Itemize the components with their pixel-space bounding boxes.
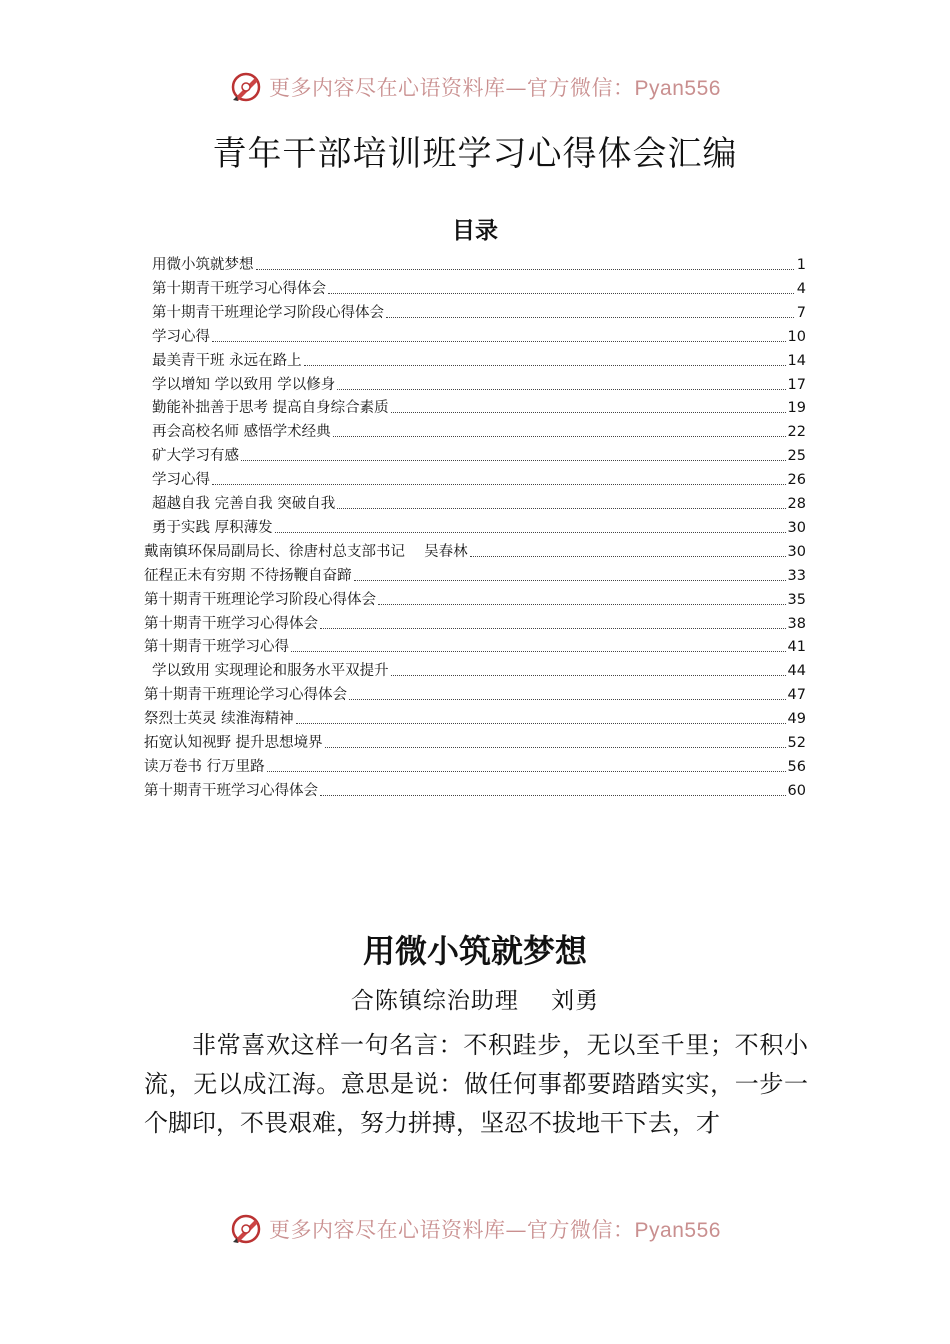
toc-leader-dots — [291, 651, 786, 652]
toc-entry-title: 祭烈士英灵 续淮海精神 — [144, 711, 294, 728]
toc-entry-title: 第十期青干班理论学习阶段心得体会 — [144, 591, 376, 608]
watermark-top — [0, 70, 950, 104]
toc-entry-page: 28 — [787, 496, 806, 512]
toc-leader-dots — [212, 341, 786, 342]
toc-leader-dots — [267, 771, 786, 772]
watermark-bottom — [0, 1212, 950, 1246]
toc-entry[interactable] — [144, 754, 806, 776]
pen-logo-icon — [229, 70, 263, 104]
toc-entry[interactable] — [152, 658, 806, 680]
toc-leader-dots — [320, 795, 786, 796]
toc-entry-title: 拓宽认知视野 提升思想境界 — [144, 735, 323, 751]
toc-entry-page: 4 — [796, 280, 806, 297]
toc-entry[interactable] — [144, 587, 806, 609]
toc-entry[interactable] — [144, 634, 806, 656]
toc-leader-dots — [391, 675, 786, 676]
toc-leader-dots — [391, 412, 786, 413]
toc-entry-page: 38 — [787, 615, 806, 632]
toc-leader-dots — [354, 580, 786, 581]
toc-entry[interactable] — [152, 324, 806, 346]
document-title: 青年干部培训班学习心得体会汇编 — [212, 134, 738, 174]
toc-entry[interactable] — [152, 276, 806, 298]
toc-entry[interactable] — [152, 372, 806, 394]
toc-entry-title: 勇于实践 厚积薄发 — [152, 519, 273, 536]
toc-entry-title: 勤能补拙善于思考 提高自身综合素质 — [152, 400, 389, 417]
toc-entry[interactable] — [152, 467, 806, 489]
toc-entry-page: 47 — [787, 687, 806, 704]
toc-entry-page: 10 — [787, 328, 806, 345]
toc-entry-page: 7 — [796, 304, 806, 321]
toc-entry-page: 17 — [787, 376, 806, 393]
toc-leader-dots — [470, 556, 786, 557]
toc-entry-title: 第十期青干班学习心得 — [144, 639, 289, 656]
toc-entry-page: 56 — [787, 758, 806, 775]
toc-entry[interactable] — [152, 300, 806, 322]
toc-entry-page: 44 — [787, 663, 806, 680]
toc-entry-title: 第十期青干班学习心得体会 — [152, 280, 326, 297]
toc-entry[interactable] — [152, 515, 806, 537]
toc-leader-dots — [256, 269, 795, 270]
toc-entry[interactable] — [144, 611, 806, 633]
toc-entry-page: 35 — [787, 591, 806, 608]
toc-entry-page: 25 — [787, 448, 806, 465]
toc-leader-dots — [378, 604, 786, 605]
wechat-id: Pyan556 — [634, 1219, 721, 1242]
toc-entry-title: 征程正未有穷期 不待扬鞭自奋蹄 — [144, 567, 352, 584]
toc-leader-dots — [337, 389, 785, 390]
wechat-id: Pyan556 — [634, 77, 721, 100]
toc-entry-title: 学以增知 学以致用 学以修身 — [152, 376, 336, 393]
toc-entry-page: 60 — [787, 782, 806, 799]
toc-leader-dots — [241, 460, 786, 461]
toc-entry-page: 22 — [787, 424, 806, 441]
toc-entry[interactable] — [152, 252, 806, 274]
section-paragraph: 非常喜欢这样一句名言：不积跬步，无以至千里；不积小流，无以成江海。意思是说：做任何事都要踏踏实实，一步一个脚印，不畏艰难，努力拼搏，坚忍不拔地干下去，才 — [144, 1031, 808, 1137]
toc-entry-page: 33 — [787, 567, 806, 584]
toc-entry-title: 矿大学习有感 — [152, 448, 239, 465]
toc-entry-page: 14 — [787, 352, 806, 369]
section-author: 合陈镇综治助理 刘勇 — [350, 988, 600, 1014]
toc-entry[interactable] — [152, 443, 806, 465]
toc-entry-title: 第十期青干班理论学习阶段心得体会 — [152, 304, 384, 321]
toc-leader-dots — [325, 747, 786, 748]
toc-entry[interactable] — [152, 348, 806, 370]
toc-leader-dots — [275, 532, 786, 533]
toc-entry-title: 用微小筑就梦想 — [152, 257, 254, 273]
toc-heading: 目录 — [452, 218, 498, 244]
pen-logo-icon — [229, 1212, 263, 1246]
toc-entry[interactable] — [144, 706, 806, 728]
toc-entry-page: 26 — [787, 472, 806, 489]
toc-entry-page: 30 — [787, 543, 806, 560]
toc-entry-page: 1 — [796, 257, 806, 273]
toc-entry[interactable] — [144, 730, 806, 752]
toc-leader-dots — [337, 508, 785, 509]
toc-entry[interactable] — [144, 778, 806, 800]
toc-entry-title: 第十期青干班理论学习心得体会 — [144, 687, 347, 704]
toc-entry-page: 19 — [787, 400, 806, 417]
toc-entry-title: 学习心得 — [152, 472, 210, 489]
toc-leader-dots — [333, 436, 786, 437]
watermark-text: 更多内容尽在心语资料库—官方微信：Pyan556 — [269, 1218, 721, 1242]
toc-entry[interactable] — [144, 563, 806, 585]
toc-entry-title: 学以致用 实现理论和服务水平双提升 — [152, 663, 389, 680]
toc-leader-dots — [320, 628, 786, 629]
toc-entry-page: 30 — [787, 519, 806, 536]
toc-entry-page: 52 — [787, 735, 806, 751]
toc-leader-dots — [349, 699, 786, 700]
toc-entry-title: 戴南镇环保局副局长、徐唐村总支部书记 吴春林 — [144, 543, 468, 560]
section-title: 用微小筑就梦想 — [362, 932, 587, 970]
toc-leader-dots — [212, 484, 786, 485]
toc-entry-title: 第十期青干班学习心得体会 — [144, 782, 318, 799]
toc-entry[interactable] — [144, 539, 806, 561]
toc-entry-title: 第十期青干班学习心得体会 — [144, 615, 318, 632]
toc-entry-page: 41 — [787, 639, 806, 656]
toc-entry-title: 超越自我 完善自我 突破自我 — [152, 496, 336, 512]
toc-entry[interactable] — [152, 395, 806, 417]
toc-leader-dots — [328, 293, 794, 294]
toc-entry[interactable] — [152, 491, 806, 513]
toc-entry-title: 读万卷书 行万里路 — [144, 758, 265, 775]
toc-entry-title: 学习心得 — [152, 328, 210, 345]
toc-entry-title: 最美青干班 永远在路上 — [152, 352, 302, 369]
toc-entry[interactable] — [152, 419, 806, 441]
toc-leader-dots — [304, 365, 786, 366]
toc-entry[interactable] — [144, 682, 806, 704]
toc-leader-dots — [296, 723, 786, 724]
toc-entry-page: 49 — [787, 711, 806, 728]
toc-leader-dots — [386, 317, 794, 318]
toc-entry-title: 再会高校名师 感悟学术经典 — [152, 424, 331, 441]
watermark-text: 更多内容尽在心语资料库—官方微信：Pyan556 — [269, 76, 721, 100]
